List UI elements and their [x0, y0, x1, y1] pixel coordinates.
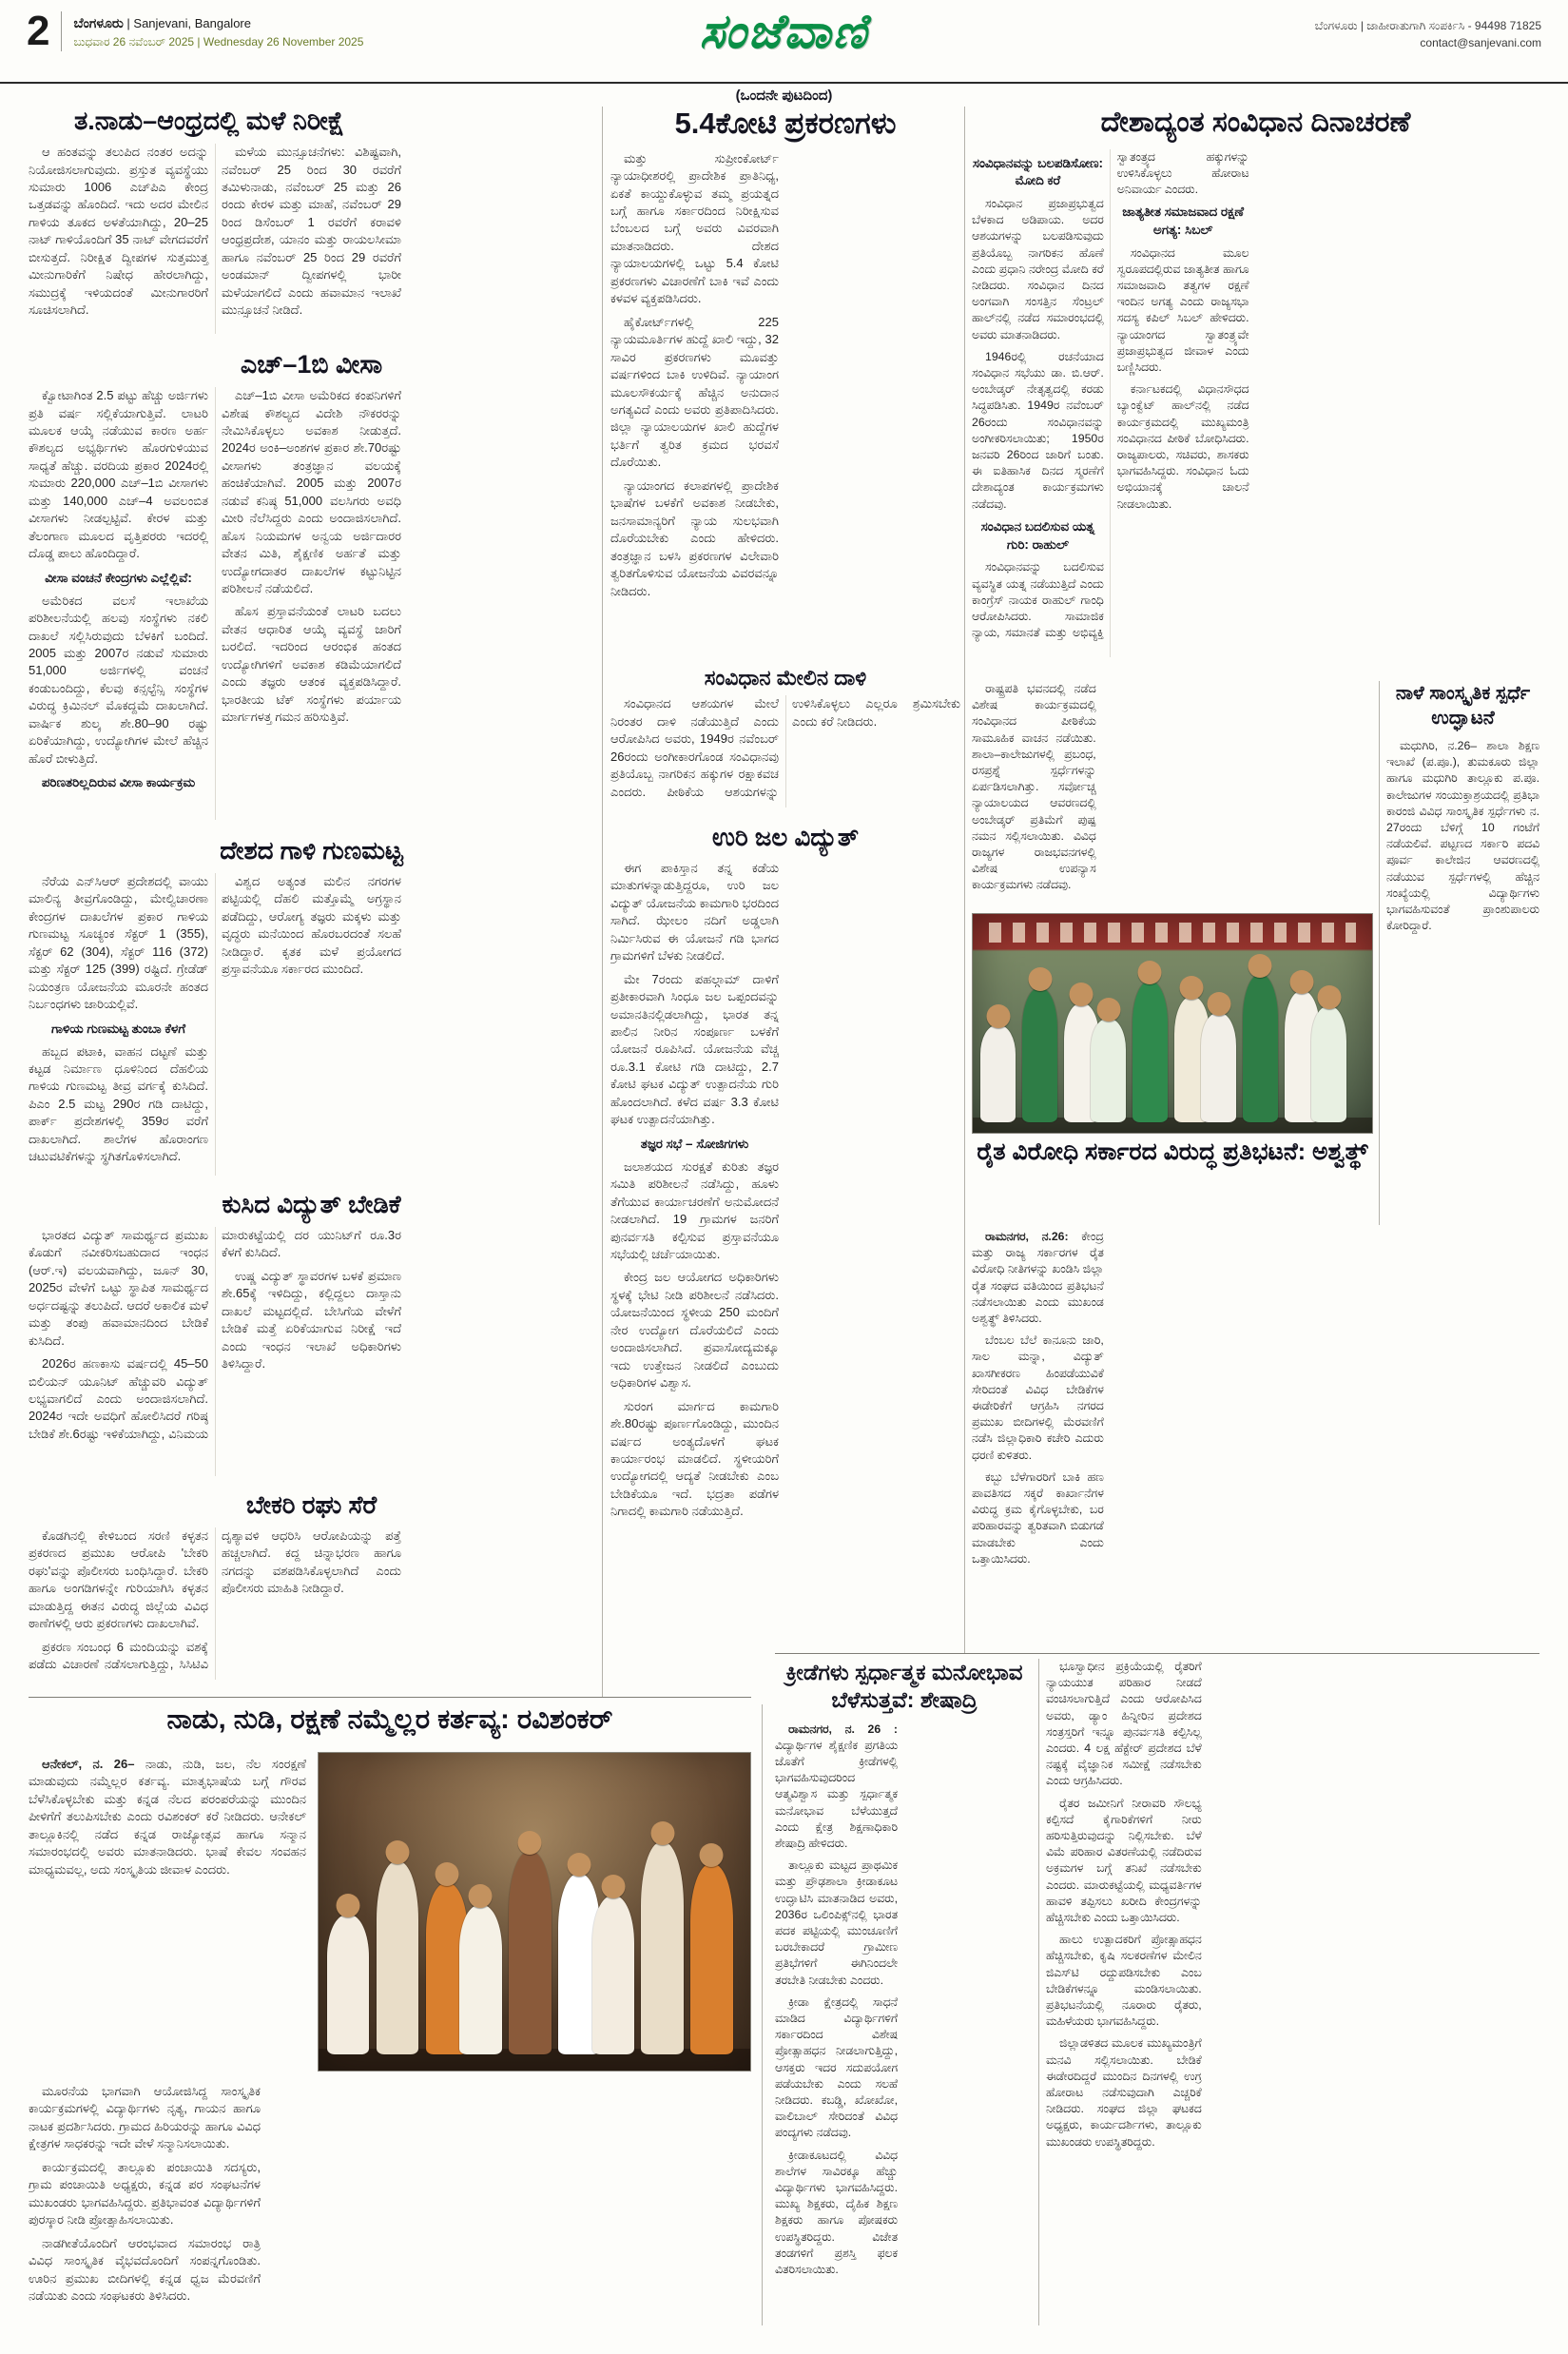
- article-body: [1386, 738, 1539, 1214]
- paragraph: ಕ್ರೀಡಾಕೂಟದಲ್ಲಿ ವಿವಿಧ ಶಾಲೆಗಳ ಸಾವಿರಕ್ಕೂ ಹೆಚ್ಚು ವಿದ್ಯಾರ್ಥಿಗಳು ಭಾಗವಹಿಸಿದ್ದರು. ಮುಖ್ಯ ಶಿಕ್ಷಕರು, ದೈಹಿಕ ಶಿಕ್ಷಣ ಶಿಕ್ಷಕರು ಹಾಗೂ ಪೋಷಕರು ಉಪಸ್ಥಿತರಿದ್ದರು. ವಿಜೇತ ತಂಡಗಳಿಗೆ ಪ್ರಶಸ್ತಿ ಫಲಕ ವಿತರಿಸಲಾಯಿತು.: [775, 2148, 898, 2276]
- paragraph: ಸಂವಿಧಾನದ ಮೂಲ ಸ್ವರೂಪದಲ್ಲಿರುವ ಜಾತ್ಯತೀತ ಹಾಗೂ ಸಮಾಜವಾದಿ ತತ್ವಗಳ ರಕ್ಷಣೆ ಇಂದಿನ ಅಗತ್ಯ ಎಂದು ರಾಜ್ಯಸಭಾ ಸದಸ್ಯ ಕಪಿಲ್ ಸಿಬಲ್ ಹೇಳಿದರು. ನ್ಯಾಯಾಂಗದ ಸ್ವಾತಂತ್ರ್ಯವೇ ಪ್ರಜಾಪ್ರಭುತ್ವದ ಜೀವಾಳ ಎಂದು ಬಣ್ಣಿಸಿದರು.: [1116, 245, 1249, 375]
- paragraph: ಎಚ್–1ಬಿ ವೀಸಾ ಅಮೆರಿಕದ ಕಂಪನಿಗಳಿಗೆ ವಿಶೇಷ ಕೌಶಲ್ಯದ ವಿದೇಶಿ ನೌಕರರನ್ನು ನೇಮಿಸಿಕೊಳ್ಳಲು ಅವಕಾಶ ನೀಡುತ್ತದೆ. 2024ರ ಅಂಕಿ–ಅಂಶಗಳ ಪ್ರಕಾರ ಶೇ.70ರಷ್ಟು ವೀಸಾಗಳು ತಂತ್ರಜ್ಞಾನ ವಲಯಕ್ಕೆ ಹಂಚಿಕೆಯಾಗಿವೆ. 2005 ಮತ್ತು 2007ರ ನಡುವೆ ಕನಿಷ್ಠ 51,000 ವಲಸಿಗರು ಅವಧಿ ಮೀರಿ ನೆಲೆಸಿದ್ದರು ಎಂದು ಅಂದಾಜಿಸಲಾಗಿದೆ. ಹೊಸ ನಿಯಮಗಳ ಅನ್ವಯ ಅರ್ಜಿದಾರರ ವೇತನ ಮಿತಿ, ಶೈಕ್ಷಣಿಕ ಅರ್ಹತೆ ಮತ್ತು ಉದ್ಯೋಗದಾತರ ದಾಖಲೆಗಳ ಕಟ್ಟುನಿಟ್ಟಿನ ಪರಿಶೀಲನೆ ನಡೆಯಲಿದೆ.: [222, 388, 401, 596]
- article-headline: 5.4ಕೋಟಿ ಪ್ರಕರಣಗಳು: [674, 107, 897, 140]
- person-figure: [327, 1915, 369, 2054]
- paragraph: ಸಂವಿಧಾನವನ್ನು ಬದಲಿಸುವ ವ್ಯವಸ್ಥಿತ ಯತ್ನ ನಡೆಯುತ್ತಿದೆ ಎಂದು ಕಾಂಗ್ರೆಸ್ ನಾಯಕ ರಾಹುಲ್ ಗಾಂಧಿ ಆರೋಪಿಸಿದರು. ಸಾಮಾಜಿಕ ನ್ಯಾಯ, ಸಮಾನತೆ ಮತ್ತು ಅಭಿವ್ಯಕ್ತಿ ಸ್ವಾತಂತ್ರ್ಯದ ಹಕ್ಕುಗಳನ್ನು ಉಳಿಸಿಕೊಳ್ಳಲು ಹೋರಾಟ ಅನಿವಾರ್ಯ ಎಂದರು.: [972, 149, 1249, 640]
- article-constitution-day: [972, 107, 1539, 677]
- article-subhead: ಪರಿಣತರಿಲ್ಲದಿರುವ ವೀಸಾ ಕಾರ್ಯಕ್ರಮ: [41, 775, 196, 790]
- article-uri-hydro-power: [610, 824, 960, 1649]
- paragraph: [972, 1229, 1104, 1327]
- column-divider: [762, 1704, 763, 2325]
- paragraph: 2026ರ ಹಣಕಾಸು ವರ್ಷದಲ್ಲಿ 45–50 ಬಿಲಿಯನ್ ಯೂನಿಟ್ ಹೆಚ್ಚುವರಿ ವಿದ್ಯುತ್ ಲಭ್ಯವಾಗಲಿದೆ ಎಂದು ಅಂದಾಜಿಸಲಾಗಿದೆ. 2024ರ ಇದೇ ಅವಧಿಗೆ ಹೋಲಿಸಿದರೆ ಗರಿಷ್ಠ ಬೇಡಿಕೆ ಶೇ.6ರಷ್ಟು ಇಳಿಕೆಯಾಗಿದ್ದು, ವಿನಿಮಯ ಮಾರುಕಟ್ಟೆಯಲ್ಲಿ ದರ ಯುನಿಟ್‌ಗೆ ರೂ.3ರ ಕೆಳಗೆ ಕುಸಿದಿದೆ.: [29, 1227, 401, 1441]
- paragraph: ಮಳೆಯ ಮುನ್ಸೂಚನೆಗಳು: ವಿಶಿಷ್ಟವಾಗಿ, ನವೆಂಬರ್ 25 ರಿಂದ 30 ರವರೆಗೆ ತಮಿಳುನಾಡು, ನವೆಂಬರ್ 25 ಮತ್ತು 26 ರಂದು ಕೇರಳ ಮತ್ತು ಮಾಹೆ, ನವೆಂಬರ್ 29 ರಿಂದ ಡಿಸೆಂಬರ್ 1 ರವರೆಗೆ ಕರಾವಳಿ ಆಂಧ್ರಪ್ರದೇಶ, ಯಾನಂ ಮತ್ತು ರಾಯಲಸೀಮಾ ಹಾಗೂ ನವೆಂಬರ್ 25 ರಿಂದ 29 ರವರೆಗೆ ಅಂಡಮಾನ್ ದ್ವೀಪಗಳಲ್ಲಿ ಭಾರೀ ಮಳೆಯಾಗಲಿದೆ ಎಂದು ಹವಾಮಾನ ಇಲಾಖೆ ಮುನ್ಸೂಚನೆ ನೀಡಿದೆ.: [222, 145, 401, 318]
- person-figure: [592, 1896, 634, 2054]
- column-divider: [602, 107, 603, 1697]
- paragraph: ಹೊಸ ಪ್ರಸ್ತಾವನೆಯಂತೆ ಲಾಟರಿ ಬದಲು ವೇತನ ಆಧಾರಿತ ಆಯ್ಕೆ ವ್ಯವಸ್ಥೆ ಜಾರಿಗೆ ಬರಲಿದೆ. ಇದರಿಂದ ಆರಂಭಿಕ ಹಂತದ ಉದ್ಯೋಗಿಗಳಿಗೆ ಅವಕಾಶ ಕಡಿಮೆಯಾಗಲಿದೆ ಎಂದು ತಜ್ಞರು ಆತಂಕ ವ್ಯಕ್ತಪಡಿಸಿದ್ದಾರೆ. ಭಾರತೀಯ ಟೆಕ್ ಸಂಸ್ಥೆಗಳು ಪರ್ಯಾಯ ಮಾರ್ಗಗಳತ್ತ ಗಮನ ಹರಿಸುತ್ತಿವೆ.: [222, 604, 401, 725]
- article-ravishankar-speech: [29, 1704, 751, 2325]
- paragraph: ಹಬ್ಬದ ಪಟಾಕಿ, ವಾಹನ ದಟ್ಟಣೆ ಮತ್ತು ಕಟ್ಟಡ ನಿರ್ಮಾಣ ಧೂಳಿನಿಂದ ದೆಹಲಿಯ ಗಾಳಿಯ ಗುಣಮಟ್ಟ ತೀವ್ರ ವರ್ಗಕ್ಕೆ ಕುಸಿದಿದೆ. ಪಿಎಂ 2.5 ಮಟ್ಟ 290ರ ಗಡಿ ದಾಟಿದ್ದು, ಪಾರ್ಕ್ ಪ್ರದೇಶಗಳಲ್ಲಿ 359ರ ವರೆಗೆ ದಾಖಲಾಗಿದೆ. ಶಾಲೆಗಳ ಹೊರಾಂಗಣ ಚಟುವಟಿಕೆಗಳನ್ನು ಸ್ಥಗಿತಗೊಳಿಸಲಾಗಿದೆ.: [29, 1043, 208, 1164]
- paragraph: ಪ್ರಕರಣ ಸಂಬಂಧ 6 ಮಂದಿಯನ್ನು ವಶಕ್ಕೆ ಪಡೆದು ವಿಚಾರಣೆ ನಡೆಸಲಾಗುತ್ತಿದ್ದು, ಸಿಸಿಟಿವಿ ದೃಶ್ಯಾವಳಿ ಆಧರಿಸಿ ಆರೋಪಿಯನ್ನು ಪತ್ತೆ ಹಚ್ಚಲಾಗಿದೆ. ಕದ್ದ ಚಿನ್ನಾಭರಣ ಹಾಗೂ ನಗದನ್ನು ವಶಪಡಿಸಿಕೊಳ್ಳಲಾಗಿದೆ ಎಂದು ಪೊಲೀಸರು ಮಾಹಿತಿ ನೀಡಿದ್ದಾರೆ.: [29, 1527, 401, 1672]
- continued-from-note: (ಒಂದನೇ ಪುಟದಿಂದ): [735, 88, 833, 104]
- article-body: [29, 873, 594, 1176]
- paragraph: ಜಿಲ್ಲಾಡಳಿತದ ಮೂಲಕ ಮುಖ್ಯಮಂತ್ರಿಗೆ ಮನವಿ ಸಲ್ಲಿಸಲಾಯಿತು. ಬೇಡಿಕೆ ಈಡೇರದಿದ್ದರೆ ಮುಂದಿನ ದಿನಗಳಲ್ಲಿ ಉಗ್ರ ಹೋರಾಟ ನಡೆಸುವುದಾಗಿ ಎಚ್ಚರಿಕೆ ನೀಡಿದರು. ಸಂಘದ ಜಿಲ್ಲಾ ಘಟಕದ ಅಧ್ಯಕ್ಷರು, ಕಾರ್ಯದರ್ಶಿಗಳು, ತಾಲ್ಲೂಕು ಮುಖಂಡರು ಉಪಸ್ಥಿತರಿದ್ದರು.: [1046, 2036, 1202, 2149]
- paragraph: ಮೂರನೆಯ ಭಾಗವಾಗಿ ಆಯೋಜಿಸಿದ್ದ ಸಾಂಸ್ಕೃತಿಕ ಕಾರ್ಯಕ್ರಮಗಳಲ್ಲಿ ವಿದ್ಯಾರ್ಥಿಗಳು ನೃತ್ಯ, ಗಾಯನ ಹಾಗೂ ನಾಟಕ ಪ್ರದರ್ಶಿಸಿದರು. ಗ್ರಾಮದ ಹಿರಿಯರನ್ನು ಹಾಗೂ ವಿವಿಧ ಕ್ಷೇತ್ರಗಳ ಸಾಧಕರನ್ನು ಇದೇ ವೇಳೆ ಸನ್ಮಾನಿಸಲಾಯಿತು.: [29, 2084, 261, 2151]
- article-cultural-contest: [1386, 681, 1539, 1225]
- paragraph: ಅಮೆರಿಕದ ವಲಸೆ ಇಲಾಖೆಯ ಪರಿಶೀಲನೆಯಲ್ಲಿ ಹಲವು ಸಂಸ್ಥೆಗಳು ನಕಲಿ ದಾಖಲೆ ಸಲ್ಲಿಸಿರುವುದು ಬೆಳಕಿಗೆ ಬಂದಿದೆ. 2005 ಮತ್ತು 2007ರ ನಡುವೆ ಸುಮಾರು 51,000 ಅರ್ಜಿಗಳಲ್ಲಿ ವಂಚನೆ ಕಂಡುಬಂದಿದ್ದು, ಕೆಲವು ಕನ್ಸಲ್ಟೆನ್ಸಿ ಸಂಸ್ಥೆಗಳ ವಿರುದ್ಧ ಕ್ರಿಮಿನಲ್ ಮೊಕದ್ದಮೆ ದಾಖಲಾಗಿದೆ. ವಾರ್ಷಿಕ ಶುಲ್ಕ ಶೇ.80–90 ರಷ್ಟು ಏರಿಕೆಯಾಗಿದ್ದು, ಉದ್ಯೋಗಿಗಳ ಮೇಲೆ ಹೆಚ್ಚಿನ ಹೊರೆ ಬೀಳುತ್ತಿದೆ.: [29, 593, 208, 766]
- article-body: [972, 1229, 1539, 1645]
- person-figure: [509, 1852, 551, 2055]
- article-body: [29, 144, 594, 334]
- dateline: ರಾಮನಗರ, ನ. 26 :: [788, 1722, 898, 1736]
- column-divider: [1038, 1659, 1039, 2325]
- section-divider: [775, 1653, 1539, 1654]
- article-power-demand: [29, 1191, 594, 1486]
- article-body: [29, 1227, 594, 1476]
- article-body-bottom: [29, 2083, 751, 2321]
- article-constitution-day-continued: [972, 681, 1371, 909]
- article-body: [29, 387, 594, 820]
- paragraph: ಜಲಾಶಯದ ಸುರಕ್ಷತೆ ಕುರಿತು ತಜ್ಞರ ಸಮಿತಿ ಪರಿಶೀಲನೆ ನಡೆಸಿದ್ದು, ಹೂಳು ತೆಗೆಯುವ ಕಾರ್ಯಾಚರಣೆಗೆ ಅನುಮೋದನೆ ನೀಡಲಾಗಿದೆ. 19 ಗ್ರಾಮಗಳ ಜನರಿಗೆ ಪುನರ್ವಸತಿ ಕಲ್ಪಿಸುವ ಪ್ರಸ್ತಾವನೆಯೂ ಸಭೆಯಲ್ಲಿ ಚರ್ಚೆಯಾಯಿತು.: [610, 1158, 779, 1261]
- article-headline: ಎಚ್–1ಬಿ ವೀಸಾ: [240, 350, 383, 379]
- person-figure: [1243, 975, 1278, 1121]
- edition-name-en: | Sanjevani, Bangalore: [126, 16, 251, 30]
- contact-email[interactable]: contact@sanjevani.com: [1420, 36, 1541, 49]
- person-figure: [690, 1864, 732, 2054]
- article-headline: ದೇಶದ ಗಾಳಿ ಗುಣಮಟ್ಟ: [220, 837, 403, 865]
- person-figure: [641, 1842, 683, 2055]
- masthead-logo: ಸಂಜೆವಾಣಿ: [699, 5, 869, 58]
- page-header: [0, 0, 1568, 82]
- article-protest-body: [972, 1229, 1539, 1651]
- article-pending-cases: [610, 107, 960, 662]
- article-headline: ನಾಡು, ನುಡಿ, ರಕ್ಷಣೆ ನಮ್ಮೆಲ್ಲರ ಕರ್ತವ್ಯ: ರವಿಶಂಕರ್: [166, 1704, 613, 1735]
- section-divider: [29, 1697, 751, 1698]
- header-rule: [0, 82, 1568, 84]
- paragraph: ಸಂವಿಧಾನದ ಆಶಯಗಳ ಮೇಲೆ ನಿರಂತರ ದಾಳಿ ನಡೆಯುತ್ತಿದೆ ಎಂದು ಆರೋಪಿಸಿದ ಅವರು, 1949ರ ನವೆಂಬರ್ 26ರಂದು ಅಂಗೀಕಾರಗೊಂಡ ಸಂವಿಧಾನವು ಪ್ರತಿಯೊಬ್ಬ ನಾಗರಿಕನ ಹಕ್ಕುಗಳ ರಕ್ಷಾಕವಚ ಎಂದರು. ಪೀಠಿಕೆಯ ಆಶಯಗಳನ್ನು ಉಳಿಸಿಕೊಳ್ಳಲು ಎಲ್ಲರೂ ಶ್ರಮಿಸಬೇಕು ಎಂದು ಕರೆ ನೀಡಿದರು.: [610, 696, 960, 799]
- paragraph: ಮಧುಗಿರಿ, ನ.26– ಶಾಲಾ ಶಿಕ್ಷಣ ಇಲಾಖೆ (ಪ.ಪೂ.), ತುಮಕೂರು ಜಿಲ್ಲಾ ಹಾಗೂ ಮಧುಗಿರಿ ತಾಲ್ಲೂಕು ಪ.ಪೂ. ಕಾಲೇಜುಗಳ ಸಂಯುಕ್ತಾಶ್ರಯದಲ್ಲಿ ಪ್ರತಿಭಾ ಕಾರಂಜಿ ವಿವಿಧ ಸಾಂಸ್ಕೃತಿಕ ಸ್ಪರ್ಧೆಗಳು ನ. 27ರಂದು ಬೆಳಿಗ್ಗೆ 10 ಗಂಟೆಗೆ ನಡೆಯಲಿವೆ. ಪಟ್ಟಣದ ಸರ್ಕಾರಿ ಪದವಿ ಪೂರ್ವ ಕಾಲೇಜಿನ ಆವರಣದಲ್ಲಿ ನಡೆಯುವ ಸ್ಪರ್ಧೆಗಳಲ್ಲಿ ಹೆಚ್ಚಿನ ಸಂಖ್ಯೆಯಲ್ಲಿ ವಿದ್ಯಾರ್ಥಿಗಳು ಭಾಗವಹಿಸುವಂತೆ ಪ್ರಾಂಶುಪಾಲರು ಕೋರಿದ್ದಾರೆ.: [1386, 739, 1539, 933]
- paragraph: ಬೆಂಬಲ ಬೆಲೆ ಕಾನೂನು ಜಾರಿ, ಸಾಲ ಮನ್ನಾ, ವಿದ್ಯುತ್ ಖಾಸಗೀಕರಣ ಹಿಂಪಡೆಯುವಿಕೆ ಸೇರಿದಂತೆ ವಿವಿಧ ಬೇಡಿಕೆಗಳ ಈಡೇರಿಕೆಗೆ ಆಗ್ರಹಿಸಿ ನಗರದ ಪ್ರಮುಖ ಬೀದಿಗಳಲ್ಲಿ ಮೆರವಣಿಗೆ ನಡೆಸಿ ಜಿಲ್ಲಾಧಿಕಾರಿ ಕಚೇರಿ ಎದುರು ಧರಣಿ ಕುಳಿತರು.: [972, 1333, 1104, 1462]
- article-body: [972, 681, 1371, 907]
- paragraph: ಕರ್ನಾಟಕದಲ್ಲಿ ವಿಧಾನಸೌಧದ ಬ್ಯಾಂಕ್ವೆಟ್ ಹಾಲ್‌ನಲ್ಲಿ ನಡೆದ ಕಾರ್ಯಕ್ರಮದಲ್ಲಿ ಮುಖ್ಯಮಂತ್ರಿ ಸಂವಿಧಾನದ ಪೀಠಿಕೆ ಬೋಧಿಸಿದರು. ರಾಜ್ಯಪಾಲರು, ಸಚಿವರು, ಶಾಸಕರು ಭಾಗವಹಿಸಿದ್ದರು. ಸಂವಿಧಾನ ಓದು ಅಭಿಯಾನಕ್ಕೆ ಚಾಲನೆ ನೀಡಲಾಯಿತು.: [1116, 382, 1249, 511]
- article-subhead: ಸಂವಿಧಾನ ಬದಲಿಸುವ ಯತ್ನ ಗುರಿ: ರಾಹುಲ್: [980, 518, 1095, 552]
- column-divider: [964, 107, 965, 1653]
- page-number: 2: [27, 11, 62, 51]
- article-h1b-visa: [29, 350, 594, 830]
- paragraph: ನೆರೆಯ ಎನ್‌ಸಿಆರ್ ಪ್ರದೇಶದಲ್ಲಿ ವಾಯು ಮಾಲಿನ್ಯ ತೀವ್ರಗೊಂಡಿದ್ದು, ಮೇಲ್ವಿಚಾರಣಾ ಕೇಂದ್ರಗಳ ದಾಖಲೆಗಳ ಪ್ರಕಾರ ಗಾಳಿಯ ಗುಣಮಟ್ಟ ಸೂಚ್ಯಂಕ ಸೆಕ್ಟರ್ 1 (355), ಸೆಕ್ಟರ್ 62 (304), ಸೆಕ್ಟರ್ 116 (372) ಮತ್ತು ಸೆಕ್ಟರ್ 125 (399) ರಷ್ಟಿದೆ. ಗ್ರೇಡೆಡ್ ನಿಯಂತ್ರಣ ಯೋಜನೆಯ ಮೂರನೇ ಹಂತದ ನಿರ್ಬಂಧಗಳು ಜಾರಿಯಲ್ಲಿವೆ.: [29, 873, 208, 1012]
- person-figure: [1022, 988, 1057, 1121]
- person-figure: [1311, 1006, 1346, 1122]
- paragraph: ನ್ಯಾಯಾಂಗದ ಕಲಾಪಗಳಲ್ಲಿ ಪ್ರಾದೇಶಿಕ ಭಾಷೆಗಳ ಬಳಕೆಗೆ ಅವಕಾಶ ನೀಡಬೇಕು, ಜನಸಾಮಾನ್ಯರಿಗೆ ನ್ಯಾಯ ಸುಲಭವಾಗಿ ದೊರೆಯಬೇಕು ಎಂದು ಹೇಳಿದರು. ತಂತ್ರಜ್ಞಾನ ಬಳಸಿ ಪ್ರಕರಣಗಳ ವಿಲೇವಾರಿ ತ್ವರಿತಗೊಳಿಸುವ ಯೋಜನೆಯ ವಿವರವನ್ನೂ ನೀಡಿದರು.: [610, 477, 779, 598]
- paragraph-text: ನಾಡು, ನುಡಿ, ಜಲ, ನೆಲ ಸಂರಕ್ಷಣೆ ಮಾಡುವುದು ನಮ್ಮೆಲ್ಲರ ಕರ್ತವ್ಯ. ಮಾತೃಭಾಷೆಯ ಬಗ್ಗೆ ಗೌರವ ಬೆಳೆಸಿಕೊಳ್ಳಬೇಕು ಮತ್ತು ಕನ್ನಡ ನೆಲದ ಪರಂಪರೆಯನ್ನು ಮುಂದಿನ ಪೀಳಿಗೆಗೆ ತಲುಪಿಸಬೇಕು ಎಂದು ರವಿಶಂಕರ್ ಕರೆ ನೀಡಿದರು. ಆನೇಕಲ್ ತಾಲ್ಲೂಕಿನಲ್ಲಿ ನಡೆದ ಕನ್ನಡ ರಾಜ್ಯೋತ್ಸವ ಹಾಗೂ ಸನ್ಮಾನ ಸಮಾರಂಭದಲ್ಲಿ ಅವರು ಮಾತನಾಡಿದರು. ಭಾಷೆ ಕೇವಲ ಸಂವಹನ ಮಾಧ್ಯಮವಲ್ಲ, ಅದು ಸಂಸ್ಕೃತಿಯ ಜೀವಾಳ ಎಂದರು.: [29, 1757, 306, 1877]
- date-line: [73, 35, 363, 49]
- dateline: ಆನೇಕಲ್, ನ. 26–: [42, 1757, 135, 1771]
- paragraph: ಭಾರತದ ವಿದ್ಯುತ್ ಸಾಮರ್ಥ್ಯದ ಪ್ರಮುಖ ಕೊಡುಗೆ ನವೀಕರಿಸಬಹುದಾದ ಇಂಧನ (ಆರ್.ಇ) ವಲಯವಾಗಿದ್ದು, ಜೂನ್ 30, 2025ರ ವೇಳೆಗೆ ಒಟ್ಟು ಸ್ಥಾಪಿತ ಸಾಮರ್ಥ್ಯದ ಅರ್ಧದಷ್ಟನ್ನು ತಲುಪಿದೆ. ಆದರೆ ಅಕಾಲಿಕ ಮಳೆ ಮತ್ತು ತಂಪು ಹವಾಮಾನದಿಂದ ಬೇಡಿಕೆ ಕುಸಿದಿದೆ.: [29, 1227, 208, 1348]
- article-body: [29, 1527, 594, 1680]
- article-headline: ಕುಸಿದ ವಿದ್ಯುತ್ ಬೇಡಿಕೆ: [222, 1191, 401, 1218]
- article-body-side: [29, 1756, 306, 2072]
- paragraph: ಸಂವಿಧಾನ ಪ್ರಜಾಪ್ರಭುತ್ವದ ಬೆಳಕಾದ ಅಡಿಪಾಯ. ಅದರ ಆಶಯಗಳನ್ನು ಬಲಪಡಿಸುವುದು ಪ್ರತಿಯೊಬ್ಬ ನಾಗರಿಕನ ಹೊಣೆ ಎಂದು ಪ್ರಧಾನಿ ನರೇಂದ್ರ ಮೋದಿ ಕರೆ ನೀಡಿದರು. ಸಂವಿಧಾನ ದಿನದ ಅಂಗವಾಗಿ ಸಂಸತ್ತಿನ ಸೆಂಟ್ರಲ್ ಹಾಲ್‌ನಲ್ಲಿ ನಡೆದ ಸಮಾರಂಭದಲ್ಲಿ ಅವರು ಮಾತನಾಡಿದರು.: [972, 197, 1104, 341]
- paragraph: [29, 1756, 306, 1878]
- article-protest-continued: [1046, 1659, 1539, 2325]
- article-body: [972, 149, 1539, 657]
- article-body: [610, 150, 960, 645]
- article-constitution-attack: [610, 666, 960, 820]
- date-en: | Wednesday 26 November 2025: [197, 35, 364, 49]
- article-body: [610, 695, 960, 807]
- date-kn: ಬುಧವಾರ 26 ನವೆಂಬರ್ 2025: [73, 35, 195, 49]
- article-headline: ಸಂವಿಧಾನ ಮೇಲಿನ ದಾಳಿ: [704, 666, 867, 690]
- paragraph: ಹಾಲು ಉತ್ಪಾದಕರಿಗೆ ಪ್ರೋತ್ಸಾಹಧನ ಹೆಚ್ಚಿಸಬೇಕು, ಕೃಷಿ ಸಲಕರಣೆಗಳ ಮೇಲಿನ ಜಿಎಸ್‌ಟಿ ರದ್ದುಪಡಿಸಬೇಕು ಎಂಬ ಬೇಡಿಕೆಗಳನ್ನೂ ಮಂಡಿಸಲಾಯಿತು. ಪ್ರತಿಭಟನೆಯಲ್ಲಿ ನೂರಾರು ರೈತರು, ಮಹಿಳೆಯರು ಭಾಗವಹಿಸಿದ್ದರು.: [1046, 1933, 1202, 2029]
- article-body: [1046, 1659, 1539, 2320]
- paragraph: ಕಾರ್ಯಕ್ರಮದಲ್ಲಿ ತಾಲ್ಲೂಕು ಪಂಚಾಯಿತಿ ಸದಸ್ಯರು, ಗ್ರಾಮ ಪಂಚಾಯಿತಿ ಅಧ್ಯಕ್ಷರು, ಕನ್ನಡ ಪರ ಸಂಘಟನೆಗಳ ಮುಖಂಡರು ಭಾಗವಹಿಸಿದ್ದರು. ಪ್ರತಿಭಾವಂತ ವಿದ್ಯಾರ್ಥಿಗಳಿಗೆ ಪುರಸ್ಕಾರ ನೀಡಿ ಪ್ರೋತ್ಸಾಹಿಸಲಾಯಿತು.: [29, 2159, 261, 2228]
- edition-line: [73, 15, 363, 31]
- person-figure: [1201, 1013, 1236, 1122]
- advert-contact-line: ಬೆಂಗಳೂರು | ಜಾಹೀರಾತುಗಾಗಿ ಸಂಪರ್ಕಿಸಿ - 94498 71825: [1314, 19, 1541, 32]
- paragraph-text: ಕೇಂದ್ರ ಮತ್ತು ರಾಜ್ಯ ಸರ್ಕಾರಗಳ ರೈತ ವಿರೋಧಿ ನೀತಿಗಳನ್ನು ಖಂಡಿಸಿ ಜಿಲ್ಲಾ ರೈತ ಸಂಘದ ವತಿಯಿಂದ ಪ್ರತಿಭಟನೆ ನಡೆಸಲಾಯಿತು ಎಂದು ಮುಖಂಡ ಅಶ್ವತ್ಥ್ ತಿಳಿಸಿದರು.: [972, 1230, 1104, 1326]
- article-air-quality: [29, 837, 594, 1185]
- person-figure: [459, 1905, 501, 2054]
- paragraph: ಕೇಂದ್ರ ಜಲ ಆಯೋಗದ ಅಧಿಕಾರಿಗಳು ಸ್ಥಳಕ್ಕೆ ಭೇಟಿ ನೀಡಿ ಪರಿಶೀಲನೆ ನಡೆಸಿದರು. ಯೋಜನೆಯಿಂದ ಸ್ಥಳೀಯ 250 ಮಂದಿಗೆ ನೇರ ಉದ್ಯೋಗ ದೊರೆಯಲಿದೆ ಎಂದು ಅಂದಾಜಿಸಲಾಗಿದೆ. ಪ್ರವಾಸೋದ್ಯಮಕ್ಕೂ ಇದು ಉತ್ತೇಜನ ನೀಡಲಿದೆ ಎಂಬುದು ಅಧಿಕಾರಿಗಳ ವಿಶ್ವಾಸ.: [610, 1270, 779, 1391]
- paragraph: ಕ್ವೋಟಾಗಿಂತ 2.5 ಪಟ್ಟು ಹೆಚ್ಚು ಅರ್ಜಿಗಳು ಪ್ರತಿ ವರ್ಷ ಸಲ್ಲಿಕೆಯಾಗುತ್ತಿವೆ. ಲಾಟರಿ ಮೂಲಕ ಆಯ್ಕೆ ನಡೆಯುವ ಕಾರಣ ಅರ್ಹ ಕೌಶಲ್ಯದ ಅಭ್ಯರ್ಥಿಗಳು ಹೊರಗುಳಿಯುವ ಸಾಧ್ಯತೆ ಹೆಚ್ಚು. ವರದಿಯ ಪ್ರಕಾರ 2024ರಲ್ಲಿ ಸುಮಾರು 220,000 ಎಚ್–1ಬಿ ವೀಸಾಗಳು ಮತ್ತು 140,000 ಎಚ್–4 ಅವಲಂಬಿತ ವೀಸಾಗಳು ನೀಡಲ್ಪಟ್ಟಿವೆ. ಕೇರಳ ಮತ್ತು ತೆಲಂಗಾಣ ಮೂಲದ ವೃತ್ತಿಪರರು ಇದರಲ್ಲಿ ದೊಡ್ಡ ಪಾಲು ಹೊಂದಿದ್ದಾರೆ.: [29, 388, 208, 561]
- article-body: [775, 1722, 1034, 2292]
- article-subhead: ಜಾತ್ಯತೀತ ಸಮಾಜವಾದ ರಕ್ಷಣೆ ಅಗತ್ಯ: ಸಿಬಲ್: [1122, 204, 1245, 237]
- protest-photo: [972, 913, 1373, 1134]
- article-headline: ನಾಳೆ ಸಾಂಸ್ಕೃತಿಕ ಸ್ಪರ್ಧೆ ಉದ್ಘಾಟನೆ: [1395, 683, 1531, 729]
- contact-block: [1315, 17, 1541, 51]
- column-divider: [1379, 681, 1380, 1225]
- paragraph: ಮೇ 7ರಂದು ಪಹಲ್ಗಾಮ್ ದಾಳಿಗೆ ಪ್ರತೀಕಾರವಾಗಿ ಸಿಂಧೂ ಜಲ ಒಪ್ಪಂದವನ್ನು ಅಮಾನತಿನಲ್ಲಿಡಲಾಗಿದ್ದು, ಭಾರತ ತನ್ನ ಪಾಲಿನ ನೀರಿನ ಸಂಪೂರ್ಣ ಬಳಕೆಗೆ ಯೋಜನೆ ರೂಪಿಸಿದೆ. ಯೋಜನೆಯ ವೆಚ್ಚ ರೂ.3.1 ಕೋಟಿ ಗಡಿ ದಾಟಿದ್ದು, 2.7 ಕೋಟಿ ಘಟಕ ವಿದ್ಯುತ್ ಉತ್ಪಾದನೆಯ ಗುರಿ ಹೊಂದಲಾಗಿದೆ. ಕಳೆದ ವರ್ಷ 3.3 ಕೋಟಿ ಘಟಕ ಉತ್ಪಾದನೆಯಾಗಿತ್ತು.: [610, 971, 779, 1127]
- paragraph: ರೈತರ ಜಮೀನಿಗೆ ನೀರಾವರಿ ಸೌಲಭ್ಯ ಕಲ್ಪಿಸದೆ ಕೈಗಾರಿಕೆಗಳಿಗೆ ನೀರು ಹರಿಸುತ್ತಿರುವುದನ್ನು ನಿಲ್ಲಿಸಬೇಕು. ಬೆಳೆ ವಿಮೆ ಪರಿಹಾರ ವಿತರಣೆಯಲ್ಲಿ ನಡೆದಿರುವ ಅಕ್ರಮಗಳ ಬಗ್ಗೆ ತನಿಖೆ ನಡೆಸಬೇಕು ಎಂದರು. ಮಾರುಕಟ್ಟೆಯಲ್ಲಿ ಮಧ್ಯವರ್ತಿಗಳ ಹಾವಳಿ ತಪ್ಪಿಸಲು ಖರೀದಿ ಕೇಂದ್ರಗಳನ್ನು ಹೆಚ್ಚಿಸಬೇಕು ಎಂದು ಒತ್ತಾಯಿಸಿದರು.: [1046, 1796, 1202, 1925]
- paragraph: ಭೂಸ್ವಾಧೀನ ಪ್ರಕ್ರಿಯೆಯಲ್ಲಿ ರೈತರಿಗೆ ನ್ಯಾಯಯುತ ಪರಿಹಾರ ನೀಡದೆ ವಂಚಿಸಲಾಗುತ್ತಿದೆ ಎಂದು ಆರೋಪಿಸಿದ ಅವರು, ಡ್ಯಾಂ ಹಿನ್ನೀರಿನ ಪ್ರದೇಶದ ಸಂತ್ರಸ್ತರಿಗೆ ಇನ್ನೂ ಪುನರ್ವಸತಿ ಕಲ್ಪಿಸಿಲ್ಲ ಎಂದರು. 4 ಲಕ್ಷ ಹೆಕ್ಟೇರ್ ಪ್ರದೇಶದ ಬೆಳೆ ನಷ್ಟಕ್ಕೆ ವೈಜ್ಞಾನಿಕ ಸಮೀಕ್ಷೆ ನಡೆಸಬೇಕು ಎಂದು ಆಗ್ರಹಿಸಿದರು.: [1046, 1660, 1202, 1788]
- person-figure: [1132, 982, 1168, 1121]
- paragraph: ಹೈಕೋರ್ಟ್‌ಗಳಲ್ಲಿ 225 ನ್ಯಾಯಮೂರ್ತಿಗಳ ಹುದ್ದೆ ಖಾಲಿ ಇದ್ದು, 32 ಸಾವಿರ ಪ್ರಕರಣಗಳು ಮೂವತ್ತು ವರ್ಷಗಳಿಂದ ಬಾಕಿ ಉಳಿದಿವೆ. ನ್ಯಾಯಾಂಗ ಮೂಲಸೌಕರ್ಯಕ್ಕೆ ಹೆಚ್ಚಿನ ಅನುದಾನ ಅಗತ್ಯವಿದೆ ಎಂದು ಅವರು ಪ್ರತಿಪಾದಿಸಿದರು. ಜಿಲ್ಲಾ ನ್ಯಾಯಾಲಯಗಳ ಖಾಲಿ ಹುದ್ದೆಗಳ ಭರ್ತಿಗೆ ತ್ವರಿತ ಕ್ರಮದ ಭರವಸೆ ದೊರೆಯಿತು.: [610, 314, 779, 470]
- paragraph: ಕೊಡಗಿನಲ್ಲಿ ಕೇಳಿಬಂದ ಸರಣಿ ಕಳ್ಳತನ ಪ್ರಕರಣದ ಪ್ರಮುಖ ಆರೋಪಿ 'ಬೇಕರಿ ರಘು'ವನ್ನು ಪೊಲೀಸರು ಬಂಧಿಸಿದ್ದಾರೆ. ಬೇಕರಿ ಹಾಗೂ ಅಂಗಡಿಗಳನ್ನೇ ಗುರಿಯಾಗಿಸಿ ಕಳ್ಳತನ ಮಾಡುತ್ತಿದ್ದ ಈತನ ವಿರುದ್ಧ ಜಿಲ್ಲೆಯ ವಿವಿಧ ಠಾಣೆಗಳಲ್ಲಿ ಆರು ಪ್ರಕರಣಗಳು ದಾಖಲಾಗಿವೆ.: [29, 1527, 208, 1631]
- masthead-block: [494, 4, 1074, 60]
- dateline: ರಾಮನಗರ, ನ.26:: [985, 1230, 1069, 1243]
- paragraph: ರಾಷ್ಟ್ರಪತಿ ಭವನದಲ್ಲಿ ನಡೆದ ವಿಶೇಷ ಕಾರ್ಯಕ್ರಮದಲ್ಲಿ ಸಂವಿಧಾನದ ಪೀಠಿಕೆಯ ಸಾಮೂಹಿಕ ವಾಚನ ನಡೆಯಿತು. ಶಾಲಾ–ಕಾಲೇಜುಗಳಲ್ಲಿ ಪ್ರಬಂಧ, ರಸಪ್ರಶ್ನೆ ಸ್ಪರ್ಧೆಗಳನ್ನು ಏರ್ಪಡಿಸಲಾಗಿತ್ತು. ಸರ್ವೋಚ್ಚ ನ್ಯಾಯಾಲಯದ ಆವರಣದಲ್ಲಿ ಅಂಬೇಡ್ಕರ್ ಪ್ರತಿಮೆಗೆ ಪುಷ್ಪ ನಮನ ಸಲ್ಲಿಸಲಾಯಿತು. ವಿವಿಧ ರಾಜ್ಯಗಳ ರಾಜಭವನಗಳಲ್ಲಿ ವಿಶೇಷ ಉಪನ್ಯಾಸ ಕಾರ್ಯಕ್ರಮಗಳು ನಡೆದವು.: [972, 682, 1096, 892]
- article-body: [610, 860, 960, 1630]
- article-headline: ರೈತ ವಿರೋಧಿ ಸರ್ಕಾರದ ವಿರುದ್ಧ ಪ್ರತಿಭಟನೆ: ಅಶ್ವತ್ಥ್: [977, 1138, 1368, 1165]
- article-bakery-raghu: [29, 1491, 594, 1695]
- article-rain-forecast: [29, 107, 594, 344]
- paragraph: ಕ್ರೀಡಾ ಕ್ಷೇತ್ರದಲ್ಲಿ ಸಾಧನೆ ಮಾಡಿದ ವಿದ್ಯಾರ್ಥಿಗಳಿಗೆ ಸರ್ಕಾರದಿಂದ ವಿಶೇಷ ಪ್ರೋತ್ಸಾಹಧನ ನೀಡಲಾಗುತ್ತಿದ್ದು, ಆಸಕ್ತರು ಇದರ ಸದುಪಯೋಗ ಪಡೆಯಬೇಕು ಎಂದು ಸಲಹೆ ನೀಡಿದರು. ಕಬಡ್ಡಿ, ಖೋಖೋ, ವಾಲಿಬಾಲ್ ಸೇರಿದಂತೆ ವಿವಿಧ ಪಂದ್ಯಗಳು ನಡೆದವು.: [775, 1994, 898, 2140]
- article-headline: ತ.ನಾಡು–ಆಂಧ್ರದಲ್ಲಿ ಮಳೆ ನಿರೀಕ್ಷೆ: [74, 107, 345, 135]
- paragraph: ಆ ಹಂತವನ್ನು ತಲುಪಿದ ನಂತರ ಅದನ್ನು ನಿಯೋಜಿಸಲಾಗುವುದು. ಪ್ರಸ್ತುತ ವ್ಯವಸ್ಥೆಯು ಸುಮಾರು 1006 ಎಚ್‌ಪಿಎ ಕೇಂದ್ರ ಒತ್ತಡವನ್ನು ಹೊಂದಿದೆ. ಇದು ಅದರ ಮೇಲಿನ ಗಾಳಿಯ ತೂಕದ ಅಳತೆಯಾಗಿದ್ದು, 20–25 ನಾಟ್ ಗಾಳಿಯೊಂದಿಗೆ 35 ನಾಟ್ ವೇಗದವರೆಗೆ ಬೀಸುತ್ತದೆ. ನಿರೀಕ್ಷಿತ ದ್ವೀಪಗಳ ಸುತ್ತಮುತ್ತ ಮೀನುಗಾರಿಕೆಗೆ ನಿಷೇಧ ಹೇರಲಾಗಿದ್ದು, ಸಮುದ್ರಕ್ಕೆ ಇಳಿಯದಂತೆ ಮೀನುಗಾರರಿಗೆ ಸೂಚಿಸಲಾಗಿದೆ.: [29, 145, 208, 318]
- edition-city: ಬೆಂಗಳೂರು: [73, 15, 124, 30]
- paragraph: [775, 1722, 898, 1853]
- paragraph: ಕಬ್ಬು ಬೆಳೆಗಾರರಿಗೆ ಬಾಕಿ ಹಣ ಪಾವತಿಸದ ಸಕ್ಕರೆ ಕಾರ್ಖಾನೆಗಳ ವಿರುದ್ಧ ಕ್ರಮ ಕೈಗೊಳ್ಳಬೇಕು, ಬರ ಪರಿಹಾರವನ್ನು ತ್ವರಿತವಾಗಿ ಬಿಡುಗಡೆ ಮಾಡಬೇಕು ಎಂದು ಒತ್ತಾಯಿಸಿದರು.: [972, 1469, 1104, 1566]
- article-subhead: ಸಂವಿಧಾನವನ್ನು ಬಲಪಡಿಸೋಣ: ಮೋದಿ ಕರೆ: [972, 155, 1103, 188]
- article-headline: ಬೇಕರಿ ರಘು ಸೆರೆ: [245, 1491, 377, 1519]
- article-headline: ಕ್ರೀಡೆಗಳು ಸ್ಪರ್ಧಾತ್ಮಕ ಮನೋಭಾವ ಬೆಳೆಸುತ್ತವೆ: ಶೇಷಾದ್ರಿ: [785, 1660, 1023, 1712]
- paragraph: ಉಷ್ಣ ವಿದ್ಯುತ್ ಸ್ಥಾವರಗಳ ಬಳಕೆ ಪ್ರಮಾಣ ಶೇ.65ಕ್ಕೆ ಇಳಿದಿದ್ದು, ಕಲ್ಲಿದ್ದಲು ದಾಸ್ತಾನು ದಾಖಲೆ ಮಟ್ಟದಲ್ಲಿದೆ. ಬೇಸಿಗೆಯ ವೇಳೆಗೆ ಬೇಡಿಕೆ ಮತ್ತೆ ಏರಿಕೆಯಾಗುವ ನಿರೀಕ್ಷೆ ಇದೆ ಎಂದು ಇಂಧನ ಇಲಾಖೆ ಅಧಿಕಾರಿಗಳು ತಿಳಿಸಿದ್ದಾರೆ.: [222, 1268, 401, 1372]
- article-subhead: ತಜ್ಞರ ಸಭೆ – ಸೋಜಿಗಗಳು: [640, 1136, 749, 1151]
- article-subhead: ವೀಸಾ ವಂಚನೆ ಕೇಂದ್ರಗಳು ಎಲ್ಲೆಲ್ಲಿವೆ:: [45, 570, 192, 585]
- person-figure: [980, 1025, 1016, 1121]
- felicitation-photo: [318, 1752, 751, 2072]
- article-subhead: ಗಾಳಿಯ ಗುಣಮಟ್ಟ ತುಂಬಾ ಕೆಳಗೆ: [51, 1021, 185, 1036]
- paragraph: ಮತ್ತು ಸುಪ್ರೀಂಕೋರ್ಟ್ ನ್ಯಾಯಾಧೀಶರಲ್ಲಿ ಪ್ರಾದೇಶಿಕ ಪ್ರಾತಿನಿಧ್ಯ, ಏಕತೆ ಕಾಯ್ದುಕೊಳ್ಳುವ ತಮ್ಮ ಪ್ರಯತ್ನದ ಬಗ್ಗೆ ಹಾಗೂ ಸರ್ಕಾರದಿಂದ ನಿರೀಕ್ಷಿಸುವ ಬೆಂಬಲದ ಬಗ್ಗೆ ಅವರು ವಿವರವಾಗಿ ಮಾತನಾಡಿದರು. ದೇಶದ ನ್ಯಾಯಾಲಯಗಳಲ್ಲಿ ಒಟ್ಟು 5.4 ಕೋಟಿ ಪ್ರಕರಣಗಳು ವಿಚಾರಣೆಗೆ ಬಾಕಿ ಇವೆ ಎಂದು ಕಳವಳ ವ್ಯಕ್ತಪಡಿಸಿದರು.: [610, 150, 779, 306]
- edition-lines: [73, 11, 363, 49]
- paragraph: 1946ರಲ್ಲಿ ರಚನೆಯಾದ ಸಂವಿಧಾನ ಸಭೆಯು ಡಾ. ಬಿ.ಆರ್. ಅಂಬೇಡ್ಕರ್ ನೇತೃತ್ವದಲ್ಲಿ ಕರಡು ಸಿದ್ಧಪಡಿಸಿತು. 1949ರ ನವೆಂಬರ್ 26ರಂದು ಸಂವಿಧಾನವನ್ನು ಅಂಗೀಕರಿಸಲಾಯಿತು; 1950ರ ಜನವರಿ 26ರಿಂದ ಜಾರಿಗೆ ಬಂತು. ಈ ಐತಿಹಾಸಿಕ ದಿನದ ಸ್ಮರಣೆಗೆ ದೇಶಾದ್ಯಂತ ಕಾರ್ಯಕ್ರಮಗಳು ನಡೆದವು.: [972, 349, 1104, 511]
- paragraph: ಈಗ ಪಾಕಿಸ್ತಾನ ತನ್ನ ಕಡೆಯ ಮಾತುಗಳನ್ನಾಡುತ್ತಿದ್ದರೂ, ಉರಿ ಜಲ ವಿದ್ಯುತ್ ಯೋಜನೆಯ ಕಾಮಗಾರಿ ಭರದಿಂದ ಸಾಗಿದೆ. ಝೇಲಂ ನದಿಗೆ ಅಡ್ಡಲಾಗಿ ನಿರ್ಮಿಸಿರುವ ಈ ಯೋಜನೆ ಗಡಿ ಭಾಗದ ಗ್ರಾಮಗಳಿಗೆ ಬೆಳಕು ನೀಡಲಿದೆ.: [610, 860, 779, 963]
- person-figure: [377, 1861, 418, 2055]
- paragraph: ತಾಲ್ಲೂಕು ಮಟ್ಟದ ಪ್ರಾಥಮಿಕ ಮತ್ತು ಪ್ರೌಢಶಾಲಾ ಕ್ರೀಡಾಕೂಟ ಉದ್ಘಾಟಿಸಿ ಮಾತನಾಡಿದ ಅವರು, 2036ರ ಒಲಿಂಪಿಕ್ಸ್‌ನಲ್ಲಿ ಭಾರತ ಪದಕ ಪಟ್ಟಿಯಲ್ಲಿ ಮುಂಚೂಣಿಗೆ ಬರಬೇಕಾದರೆ ಗ್ರಾಮೀಣ ಪ್ರತಿಭೆಗಳಿಗೆ ಈಗಿನಿಂದಲೇ ತರಬೇತಿ ನೀಡಬೇಕು ಎಂದರು.: [775, 1858, 898, 1987]
- protest-headline-block: [972, 1138, 1373, 1225]
- person-figure: [1091, 1019, 1126, 1121]
- paragraph-text: ವಿದ್ಯಾರ್ಥಿಗಳ ಶೈಕ್ಷಣಿಕ ಪ್ರಗತಿಯ ಜೊತೆಗೆ ಕ್ರೀಡೆಗಳಲ್ಲಿ ಭಾಗವಹಿಸುವುದರಿಂದ ಆತ್ಮವಿಶ್ವಾಸ ಮತ್ತು ಸ್ಪರ್ಧಾತ್ಮಕ ಮನೋಭಾವ ಬೆಳೆಯುತ್ತದೆ ಎಂದು ಕ್ಷೇತ್ರ ಶಿಕ್ಷಣಾಧಿಕಾರಿ ಶೇಷಾದ್ರಿ ಹೇಳಿದರು.: [775, 1738, 898, 1850]
- paragraph: ವಿಶ್ವದ ಅತ್ಯಂತ ಮಲಿನ ನಗರಗಳ ಪಟ್ಟಿಯಲ್ಲಿ ದೆಹಲಿ ಮತ್ತೊಮ್ಮೆ ಅಗ್ರಸ್ಥಾನ ಪಡೆದಿದ್ದು, ಆರೋಗ್ಯ ತಜ್ಞರು ಮಕ್ಕಳು ಮತ್ತು ವೃದ್ಧರು ಮನೆಯಿಂದ ಹೊರಬರದಂತೆ ಸಲಹೆ ನೀಡಿದ್ದಾರೆ. ಕೃತಕ ಮಳೆ ಪ್ರಯೋಗದ ಪ್ರಸ್ತಾವನೆಯೂ ಸರ್ಕಾರದ ಮುಂದಿದೆ.: [222, 873, 401, 977]
- paragraph: ನಾಡಗೀತೆಯೊಂದಿಗೆ ಆರಂಭವಾದ ಸಮಾರಂಭ ರಾತ್ರಿ ವಿವಿಧ ಸಾಂಸ್ಕೃತಿಕ ವೈಭವದೊಂದಿಗೆ ಸಂಪನ್ನಗೊಂಡಿತು. ಊರಿನ ಪ್ರಮುಖ ಬೀದಿಗಳಲ್ಲಿ ಕನ್ನಡ ಧ್ವಜ ಮೆರವಣಿಗೆ ನಡೆಯಿತು ಎಂದು ಸಂಘಟಕರು ತಿಳಿಸಿದರು.: [29, 2235, 261, 2303]
- edition-block: [27, 8, 364, 54]
- article-headline: ದೇಶಾದ್ಯಂತ ಸಂವಿಧಾನ ದಿನಾಚರಣೆ: [1100, 107, 1411, 138]
- article-headline: ಉರಿ ಜಲ ವಿದ್ಯುತ್: [711, 824, 860, 851]
- paragraph: ಸುರಂಗ ಮಾರ್ಗದ ಕಾಮಗಾರಿ ಶೇ.80ರಷ್ಟು ಪೂರ್ಣಗೊಂಡಿದ್ದು, ಮುಂದಿನ ವರ್ಷದ ಅಂತ್ಯದೊಳಗೆ ಘಟಕ ಕಾರ್ಯಾರಂಭ ಮಾಡಲಿದೆ. ಸ್ಥಳೀಯರಿಗೆ ಉದ್ಯೋಗದಲ್ಲಿ ಆದ್ಯತೆ ನೀಡಬೇಕು ಎಂಬ ಬೇಡಿಕೆಯೂ ಇದೆ. ಭದ್ರತಾ ಪಡೆಗಳ ನಿಗಾದಲ್ಲಿ ಕಾಮಗಾರಿ ನಡೆಯುತ್ತಿದೆ.: [610, 1398, 779, 1519]
- article-sports-seshadri: [775, 1659, 1034, 2325]
